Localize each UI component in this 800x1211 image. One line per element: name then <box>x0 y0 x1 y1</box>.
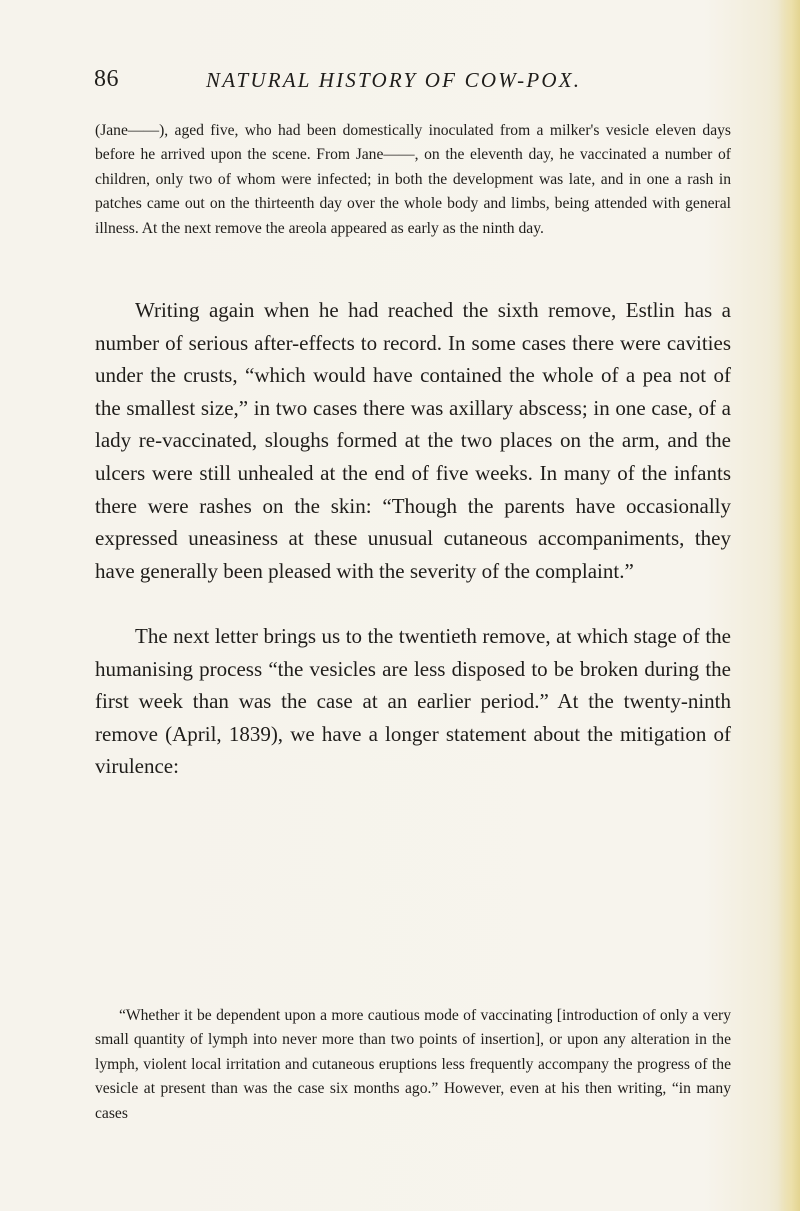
paragraph-sixth-remove: Writing again when he had reached the sixth remove, Estlin has a number of serious after-effects to record. In some cases there were cavities under the crusts, “which would have contained the whole of a pea not of the smallest size,” in two cases there was axillary abscess; in one case, of a lady re-vaccinated, sloughs formed at the two places on the arm, and the ulcers were still unhealed at the end of five weeks. In many of the infants there were rashes on the skin: “Though the parents have occasionally expressed uneasiness at these unusual cutaneous accompaniments, they have generally been pleased with the severity of the complaint.” <box>95 298 731 583</box>
page-edge <box>778 0 800 1211</box>
running-title: NATURAL HISTORY OF COW-POX. <box>206 68 582 92</box>
page-number: 86 <box>94 66 119 92</box>
block-quote-mitigation: “Whether it be dependent upon a more cautious mode of vaccinating [introduction of only a very small quantity of lymph into never more than two points of insertion], or upon any alteration in the lymph, violent local irritation and cutaneous eruptions less frequently accompany the progress of the vesicle at present than was the case six months ago.” However, even at his then writing, “in many cases <box>95 1007 731 1122</box>
paragraph-jane-case: (Jane——), aged five, who had been domestically inoculated from a milker's vesicle eleven days before he arrived upon the scene. From Jane——, on the eleventh day, he vaccinated a number of children, only two of whom were infected; in both the development was late, and in one a rash in patches came out on the thirteenth day over the whole body and limbs, being attended with general illness. At the next remove the areola appeared as early as the ninth day. <box>95 122 731 237</box>
page-header <box>94 66 734 96</box>
paragraph-twentieth-remove: The next letter brings us to the twentieth remove, at which stage of the humanising process “the vesicles are less disposed to be broken during the first week than was the case at an earlier period.” At the twenty-ninth remove (April, 1839), we have a longer statement about the mitigation of virulence: <box>95 624 731 779</box>
